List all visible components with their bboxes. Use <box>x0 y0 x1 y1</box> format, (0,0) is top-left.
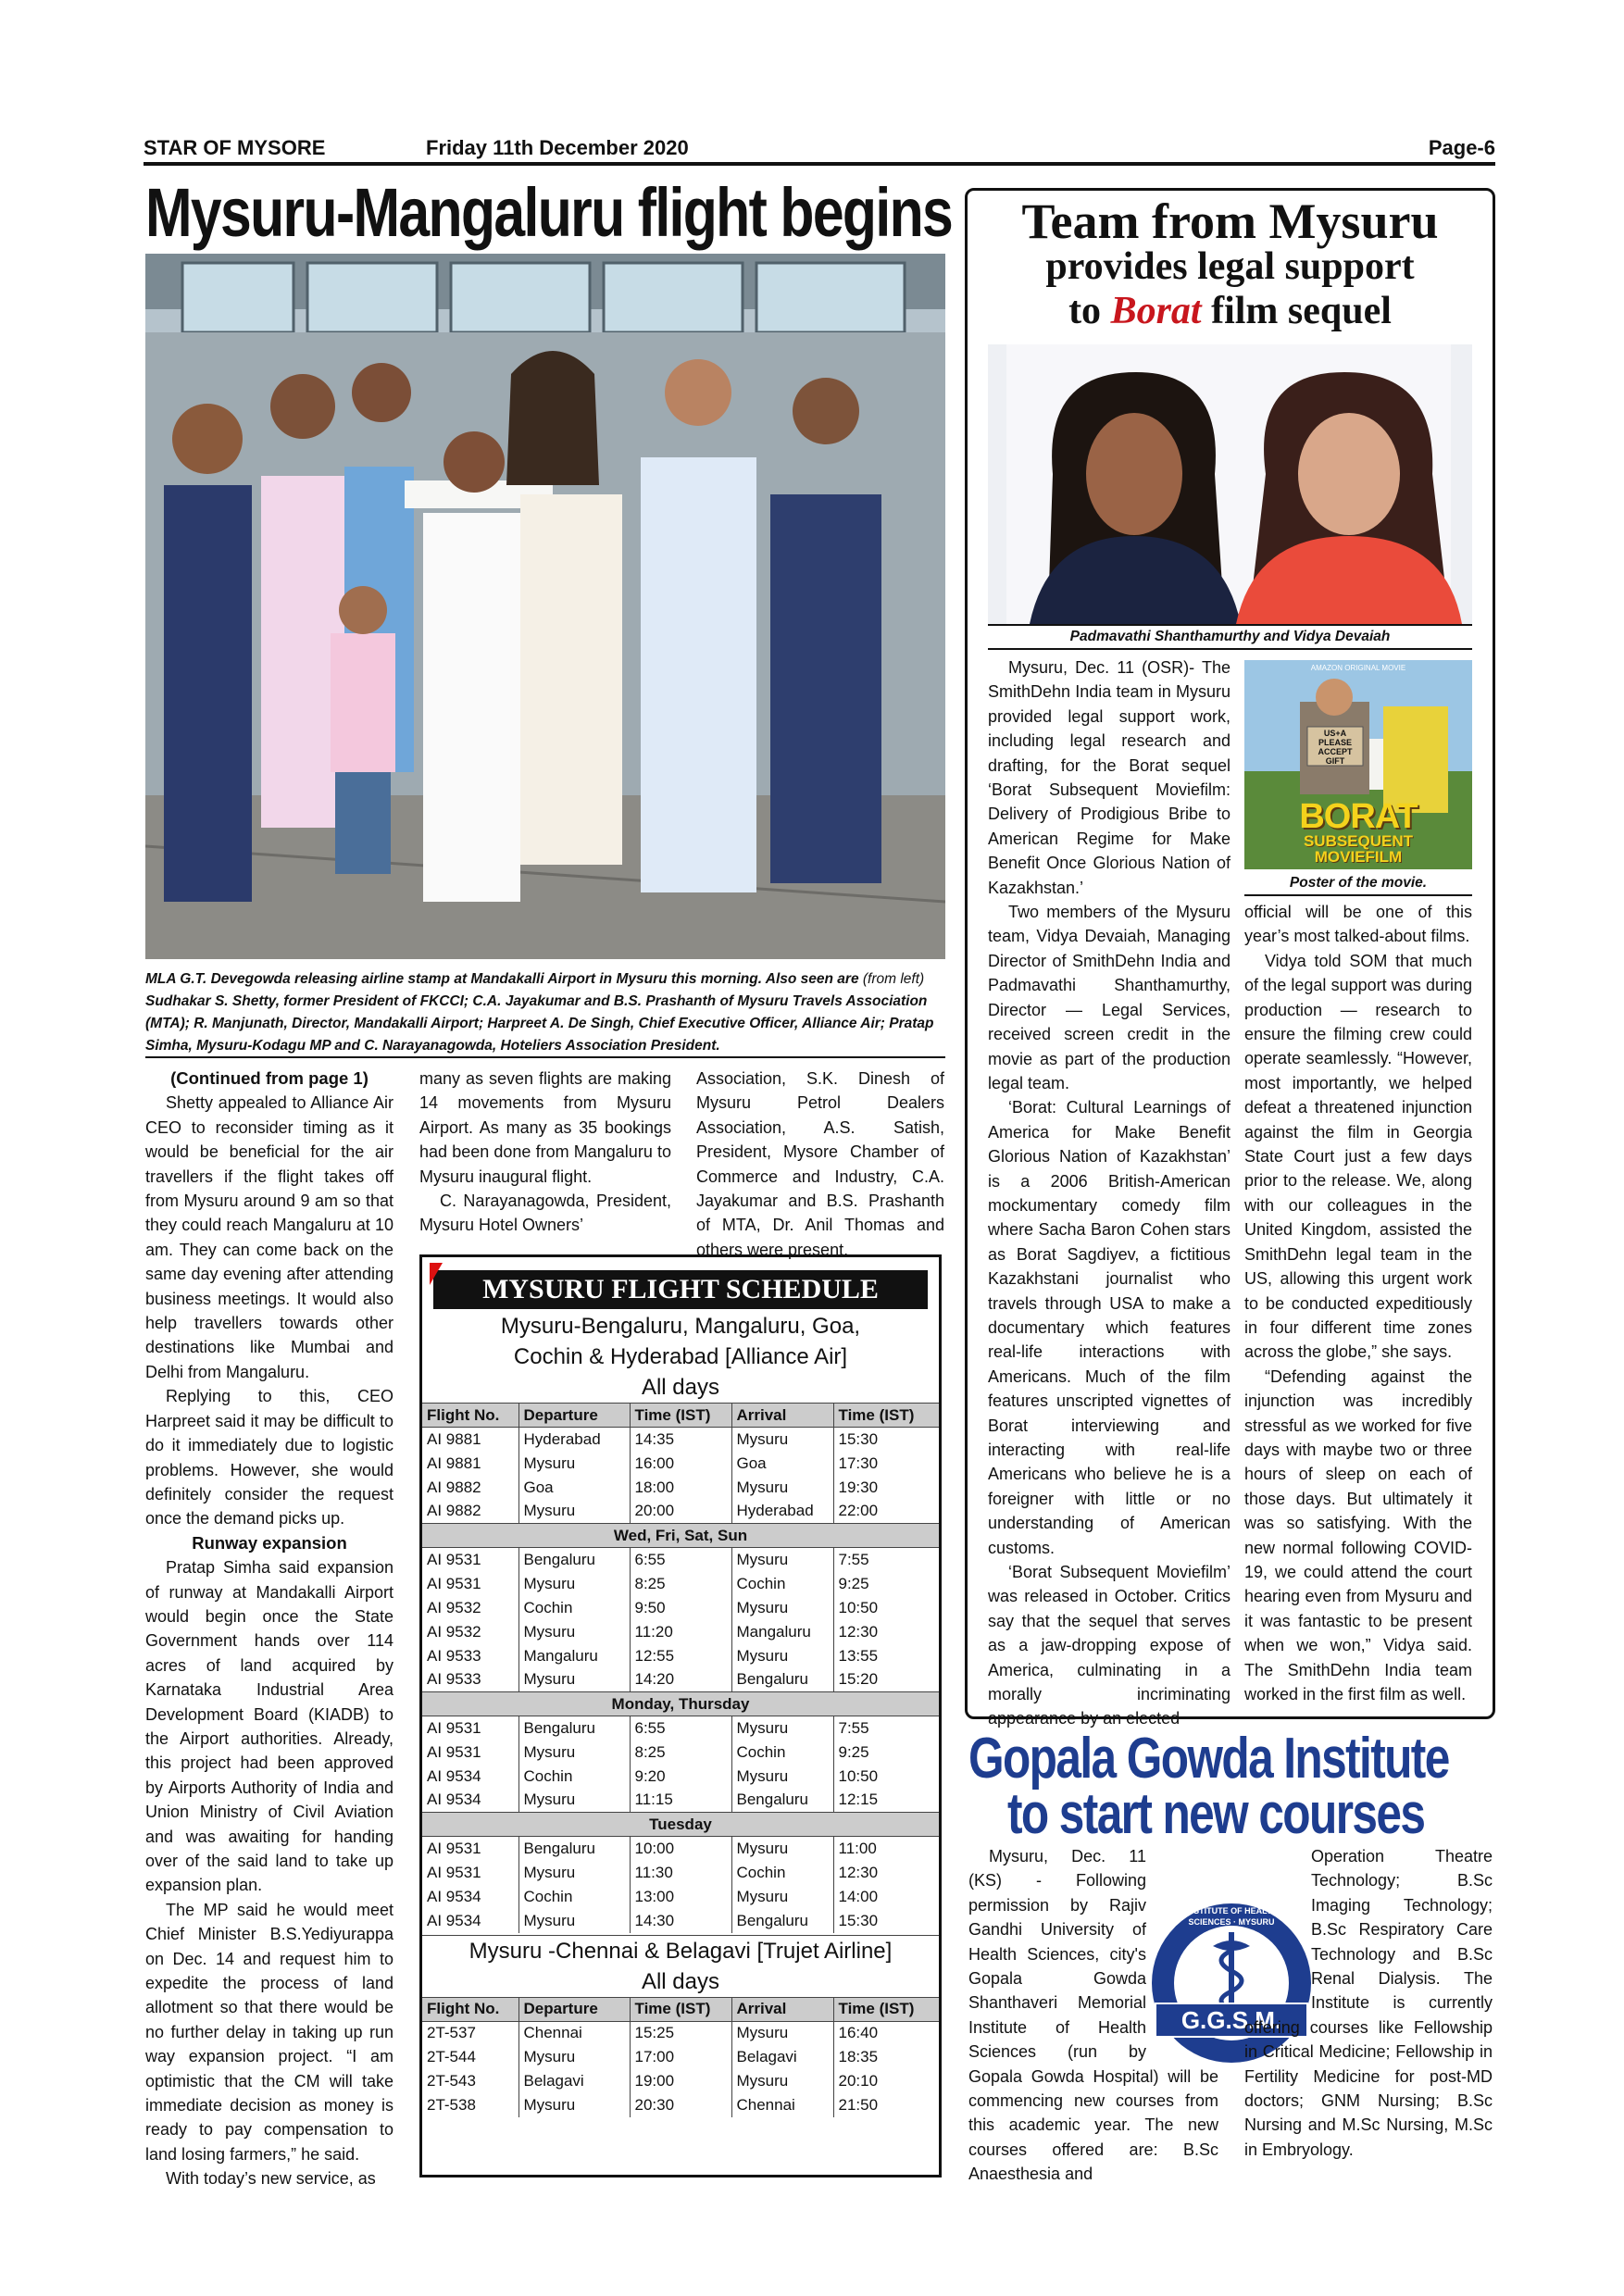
table-cell: Mysuru <box>518 1741 630 1765</box>
table-cell: Mysuru <box>731 2021 833 2045</box>
trujet-rows <box>422 2021 939 2117</box>
table1-title-line2: Cochin & Hyderabad [Alliance Air] <box>513 1344 848 1369</box>
day-band-row <box>422 1692 939 1716</box>
table-cell: 2T-537 <box>427 2024 476 2042</box>
column-header: Time (IST) <box>630 1404 731 1428</box>
column-header: Time (IST) <box>630 1997 731 2021</box>
borat-story-column-2 <box>1244 900 1472 1706</box>
table-cell: 14:30 <box>630 1909 731 1933</box>
column-header: Flight No. <box>422 1404 518 1428</box>
caption-rule <box>988 648 1472 650</box>
table-cell: 11:20 <box>630 1620 731 1644</box>
table-cell: Cochin <box>731 1572 833 1596</box>
column-header: Time (IST) <box>833 1997 939 2021</box>
column-header: Flight No. <box>422 1997 518 2021</box>
story-paragraph: official will be one of this year’s most talked-about films. <box>1244 903 1472 946</box>
table-row <box>422 1428 939 1452</box>
table-row <box>422 1596 939 1620</box>
alliance-air-table <box>422 1403 939 1933</box>
table-cell: Mysuru <box>731 1716 833 1741</box>
trujet-table <box>422 1997 939 2118</box>
poster-subtitle-1: SUBSEQUENT <box>1303 832 1414 850</box>
table-row <box>422 1765 939 1789</box>
table-cell: 6:55 <box>630 1716 731 1741</box>
column-header: Arrival <box>731 1997 833 2021</box>
logo-wrap-space <box>1237 1868 1304 2007</box>
table-cell: Bengaluru <box>518 1548 630 1572</box>
table-cell: AI 9531 <box>427 1550 481 1568</box>
story-paragraph: Operation Theatre Technology; B.Sc Imaging Technology; B.Sc Respiratory Care Technology and B.Sc Renal Dialysis. The Institute is currently offering courses like Fellowship in Critical Medicine; Fellowship in Fertility Medicine for post-MD doctors; GNM Nursing; B.Sc Nursing and M.Sc Nursing, M.Sc in Embryology. <box>1244 1847 1493 2159</box>
table-row <box>422 1861 939 1885</box>
flight-photo-caption <box>145 968 945 1057</box>
table-cell: 6:55 <box>630 1548 731 1572</box>
table-cell: 21:50 <box>833 2093 939 2117</box>
column-header: Departure <box>518 1997 630 2021</box>
headline-word: film sequel <box>1211 290 1392 332</box>
table-cell: 10:00 <box>630 1837 731 1861</box>
logo-band-text: G.G.S.M. <box>1181 2006 1282 2034</box>
story-paragraph: ‘Borat Subsequent Moviefilm’ was released in October. Critics say that the sequel that serves as a jaw-dropping expose of America, culminating in a morally incriminating appearance by an elected <box>988 1563 1230 1728</box>
table-cell: Mysuru <box>518 1500 630 1524</box>
airport-ceremony-photo <box>145 254 945 959</box>
table-cell: Mangaluru <box>731 1620 833 1644</box>
schedule-banner: MYSURU FLIGHT SCHEDULE <box>433 1270 928 1309</box>
table-cell: 11:15 <box>630 1789 731 1813</box>
table-row <box>422 1885 939 1909</box>
table-cell: 2T-543 <box>427 2072 476 2090</box>
poster-sign-text: US+A PLEASE ACCEPT GIFT <box>1318 729 1353 766</box>
borat-headline-2: provides legal support <box>1045 245 1415 288</box>
table-cell: Cochin <box>731 1861 833 1885</box>
institute-story-column-2 <box>1244 1844 1493 2162</box>
story-paragraph: C. Narayanagowda, President, Mysuru Hotel Owners’ <box>419 1192 671 1235</box>
poster-caption: Poster of the movie. <box>1244 872 1472 896</box>
table-cell: Mysuru <box>731 1765 833 1789</box>
column-header: Arrival <box>731 1404 833 1428</box>
table-cell: Belagavi <box>518 2069 630 2093</box>
table1-title-line1: Mysuru-Bengaluru, Mangaluru, Goa, <box>500 1314 861 1339</box>
table-cell: 20:30 <box>630 2093 731 2117</box>
table-cell: Goa <box>518 1476 630 1500</box>
headline-word: to <box>1068 290 1102 332</box>
table-cell: AI 9534 <box>427 1887 481 1905</box>
table-cell: 17:30 <box>833 1452 939 1476</box>
table-cell: 11:30 <box>630 1861 731 1885</box>
table-cell: 2T-538 <box>427 2096 476 2114</box>
table-row <box>422 1500 939 1524</box>
table-cell: Hyderabad <box>731 1500 833 1524</box>
table2-title-line2: All days <box>641 1968 720 1994</box>
day-band-label: Wed, Fri, Sat, Sun <box>422 1524 939 1548</box>
table-cell: Mysuru <box>731 1428 833 1452</box>
story-paragraph: The MP said he would meet Chief Minister B.S.Yediyurappa on Dec. 14 and request him to expedite the process of land allotment so that there would be no further delay in taking up run way expansion project. “I am optimistic that the CM will take immediate decision as money is ready to pay compensation to land losing farmers,” he said. <box>145 1900 394 2164</box>
table-cell: 9:50 <box>630 1596 731 1620</box>
table-cell: Belagavi <box>731 2045 833 2069</box>
institute-headline-2: to start new courses <box>1007 1782 1425 1846</box>
table-cell: 19:30 <box>833 1476 939 1500</box>
table-cell: 15:20 <box>833 1668 939 1692</box>
table-cell: Bengaluru <box>518 1837 630 1861</box>
day-band-label: Monday, Thursday <box>422 1692 939 1716</box>
continued-label: (Continued from page 1) <box>170 1068 369 1088</box>
table-cell: AI 9882 <box>427 1502 481 1520</box>
table-row <box>422 1572 939 1596</box>
caption-rule <box>145 1056 945 1058</box>
table-cell: 8:25 <box>630 1572 731 1596</box>
table-cell: 12:30 <box>833 1861 939 1885</box>
table-cell: 14:00 <box>833 1885 939 1909</box>
table-cell: Bengaluru <box>731 1909 833 1933</box>
story-paragraph: Replying to this, CEO Harpreet said it may be difficult to do it immediately due to logistic problems. However, she would definitely consider the request once the demand picks up. <box>145 1387 394 1529</box>
table-cell: 15:25 <box>630 2021 731 2045</box>
flight-headline: Mysuru-Mangaluru flight begins <box>145 174 953 251</box>
table-cell: 12:55 <box>630 1644 731 1668</box>
flight-story-column-2 <box>419 1067 671 1238</box>
table-cell: Mangaluru <box>518 1644 630 1668</box>
table-cell: AI 9881 <box>427 1454 481 1472</box>
day-band-row <box>422 1813 939 1837</box>
table-cell: Mysuru <box>518 1861 630 1885</box>
table-row <box>422 1620 939 1644</box>
table-cell: Mysuru <box>518 2093 630 2117</box>
table-cell: Mysuru <box>518 1452 630 1476</box>
table-cell: Mysuru <box>518 1909 630 1933</box>
issue-date: Friday 11th December 2020 <box>426 136 689 159</box>
day-band-row <box>422 1524 939 1548</box>
story-paragraph: Shetty appealed to Alliance Air CEO to reconsider timing as it would be beneficial for the air travellers if the flight takes off from Mysuru around 9 am so that they could reach Mangaluru at 10 am. They can come back on the same day evening after attending business meetings. It would also help travellers towards other destinations like Mumbai and Delhi from Mangaluru. <box>145 1093 394 1381</box>
table-header-row <box>422 1997 939 2021</box>
table-row <box>422 2069 939 2093</box>
table-cell: 13:55 <box>833 1644 939 1668</box>
table-row <box>422 1837 939 1861</box>
table-cell: 14:35 <box>630 1428 731 1452</box>
table-row <box>422 2045 939 2069</box>
table-cell: Mysuru <box>731 1644 833 1668</box>
table-cell: Bengaluru <box>731 1789 833 1813</box>
table-cell: Mysuru <box>731 1476 833 1500</box>
table-cell: Mysuru <box>518 1789 630 1813</box>
table-row <box>422 1716 939 1741</box>
caption-lead: MLA G.T. Devegowda releasing airline stamp at Mandakalli Airport in Mysuru this morning. Also seen are <box>145 971 859 987</box>
table-cell: Chennai <box>731 2093 833 2117</box>
borat-poster <box>1244 660 1472 869</box>
table-cell: AI 9531 <box>427 1839 481 1857</box>
table-cell: AI 9534 <box>427 1911 481 1929</box>
table-cell: 8:25 <box>630 1741 731 1765</box>
table-header-row <box>422 1404 939 1428</box>
table-cell: 14:20 <box>630 1668 731 1692</box>
table-cell: Mysuru <box>731 2069 833 2093</box>
caption-from-left: (from left) <box>862 971 925 987</box>
table-cell: Bengaluru <box>518 1716 630 1741</box>
institute-headline-1: Gopala Gowda Institute <box>968 1727 1449 1791</box>
table-cell: 9:20 <box>630 1765 731 1789</box>
table-row <box>422 1548 939 1572</box>
borat-headline-3 <box>968 289 1493 333</box>
table-cell: 15:30 <box>833 1428 939 1452</box>
caption-names: Sudhakar S. Shetty, former President of FKCCI; C.A. Jayakumar and B.S. Prashanth of Mysuru Travels Association (MTA); R. Manjunath, Director, Mandakalli Airport; Harpreet A. De Singh, Chief Executive Officer, Alliance Air; Pratap Simha, Mysuru-Kodagu MP and C. Narayanagowda, Hoteliers Association President. <box>145 993 934 1054</box>
story-paragraph: Mysuru, Dec. 11 (OSR)- The SmithDehn India team in Mysuru provided legal support work, including legal research and drafting, for the Borat sequel ‘Borat Subsequent Moviefilm: Delivery of Prodigious Bribe to American Regime for Make Benefit Once Glorious Nation of Kazakhstan.’ <box>988 658 1230 897</box>
table-cell: Cochin <box>518 1596 630 1620</box>
table-cell: AI 9531 <box>427 1863 481 1881</box>
table-cell: AI 9533 <box>427 1646 481 1665</box>
table-cell: Chennai <box>518 2021 630 2045</box>
table1-title-line3: All days <box>641 1375 720 1400</box>
table-row <box>422 1741 939 1765</box>
table-cell: 10:50 <box>833 1765 939 1789</box>
table-cell: Mysuru <box>731 1837 833 1861</box>
legal-team-caption: Padmavathi Shanthamurthy and Vidya Devaiah <box>1069 629 1391 644</box>
photo-illustration <box>145 254 945 959</box>
table-cell: Mysuru <box>731 1596 833 1620</box>
table-cell: AI 9534 <box>427 1766 481 1785</box>
table-cell: 7:55 <box>833 1548 939 1572</box>
flight-story-column-1 <box>145 1067 394 2191</box>
table-cell: AI 9532 <box>427 1598 481 1616</box>
story-paragraph: ‘Borat: Cultural Learnings of America for Make Benefit Glorious Nation of Kazakhstan’ is a 2006 British-American mockumentary comedy film where Sacha Baron Cohen stars as Borat Sagdiyev, a fictitious Kazakhstani journalist who travels through USA to make a documentary which features real-life interactions with Americans. Much of the film features unscripted vignettes of Borat interviewing and interacting with real-life Americans who believe he is a foreigner with little or no understanding of American customs. <box>988 1098 1230 1557</box>
borat-story-column-1 <box>988 655 1230 1731</box>
table-row <box>422 1909 939 1933</box>
table-cell: 11:00 <box>833 1837 939 1861</box>
table-cell: Mysuru <box>518 1668 630 1692</box>
table-cell: Cochin <box>518 1885 630 1909</box>
table-row <box>422 2093 939 2117</box>
table-cell: 18:00 <box>630 1476 731 1500</box>
table-cell: 15:30 <box>833 1909 939 1933</box>
photo-illustration <box>988 344 1472 624</box>
runway-subhead: Runway expansion <box>192 1532 347 1553</box>
table-row <box>422 1476 939 1500</box>
table-cell: 9:25 <box>833 1572 939 1596</box>
logo-wrap-space <box>1154 1911 1226 2050</box>
table-cell: 22:00 <box>833 1500 939 1524</box>
alliance-air-rows <box>422 1428 939 1933</box>
table2-title-line1: Mysuru -Chennai & Belagavi [Trujet Airline] <box>422 1935 939 1966</box>
table-cell: Mysuru <box>731 1885 833 1909</box>
table-cell: 12:15 <box>833 1789 939 1813</box>
table-cell: 12:30 <box>833 1620 939 1644</box>
table-cell: 16:00 <box>630 1452 731 1476</box>
poster-title: BORAT <box>1299 797 1418 836</box>
table-cell: 9:25 <box>833 1741 939 1765</box>
story-paragraph: Association, S.K. Dinesh of Mysuru Petrol Dealers Association, A.S. Satish, President, Mysore Chamber of Commerce and Industry, C.A. Jayakumar and B.S. Prashanth of MTA, Dr. Anil Thomas and others were present. <box>696 1069 944 1259</box>
table-cell: AI 9882 <box>427 1478 481 1496</box>
borat-headline-1: Team from Mysuru <box>1021 193 1439 249</box>
table-cell: 7:55 <box>833 1716 939 1741</box>
column-header: Time (IST) <box>833 1404 939 1428</box>
red-corner-mark <box>430 1263 443 1285</box>
logo-ring-text: INSTITUTE OF HEALTH SCIENCES · MYSURU <box>1185 1906 1278 1927</box>
table-cell: 20:00 <box>630 1500 731 1524</box>
table-cell: 18:35 <box>833 2045 939 2069</box>
poster-subtitle-2: MOVIEFILM <box>1314 848 1403 866</box>
story-paragraph: Two members of the Mysuru team, Vidya Devaiah, Managing Director of SmithDehn India and Padmavathi Shanthamurthy, Director — Legal Services, received screen credit in the movie as part of the production legal team. <box>988 903 1230 1092</box>
table-cell: AI 9881 <box>427 1429 481 1448</box>
table-cell: Cochin <box>518 1765 630 1789</box>
table-cell: Mysuru <box>518 2045 630 2069</box>
column-header: Departure <box>518 1404 630 1428</box>
day-band-label: Tuesday <box>422 1813 939 1837</box>
poster-top-text: AMAZON ORIGINAL MOVIE <box>1310 664 1406 672</box>
story-paragraph: Pratap Simha said expansion of runway at Mandakalli Airport would begin once the State Government hands over 114 acres of land acquired by Karnataka Industrial Area Development Board (KIADB) to the Airport authorities. Already, this project had been approved by Airports Authority of India and Union Ministry of Civil Aviation and was awaiting for handing over of the said land to take up expansion plan. <box>145 1558 394 1895</box>
table-row <box>422 1789 939 1813</box>
table-cell: Bengaluru <box>731 1668 833 1692</box>
table-cell: AI 9531 <box>427 1574 481 1592</box>
table-row <box>422 1452 939 1476</box>
table-row <box>422 2021 939 2045</box>
story-paragraph: “Defending against the injunction was incredibly stressful as we worked for five days with maybe two or three hours of sleep on each of those days. But ultimately it was so satisfying. With the new normal following COVID-19, we could attend the court hearing even from Mysuru and it was fantastic to be present when we won,” Vidya said. The SmithDehn India team worked in the first film as well. <box>1244 1366 1472 1703</box>
table-cell: Mysuru <box>518 1572 630 1596</box>
table-cell: Hyderabad <box>518 1428 630 1452</box>
table-cell: Goa <box>731 1452 833 1476</box>
table-cell: 17:00 <box>630 2045 731 2069</box>
institute-story-column-1 <box>968 1844 1218 2187</box>
table-cell: AI 9532 <box>427 1622 481 1641</box>
table-cell: AI 9534 <box>427 1791 481 1809</box>
table-cell: 2T-544 <box>427 2048 476 2065</box>
page-header <box>144 134 1495 166</box>
table-cell: 13:00 <box>630 1885 731 1909</box>
table-row <box>422 1668 939 1692</box>
table-cell: 16:40 <box>833 2021 939 2045</box>
table-cell: Cochin <box>731 1741 833 1765</box>
story-paragraph: Vidya told SOM that much of the legal support was during production — research to ensure the filming crew could operate seamlessly. “However, most importantly, we helped defeat a threatened injunction against the film in Georgia State Court just a few days prior to the release. We, along with our colleagues in the United Kingdom, assisted the SmithDehn legal team in the US, allowing this urgent work to be conducted expeditiously in four different time zones across the globe,” she says. <box>1244 951 1472 1362</box>
table-cell: AI 9531 <box>427 1718 481 1737</box>
table-row <box>422 1644 939 1668</box>
headline-borat: Borat <box>1110 290 1202 332</box>
table-cell: AI 9533 <box>427 1670 481 1689</box>
story-paragraph: Mysuru, Dec. 11 (KS) - Following permission by Rajiv Gandhi University of Health Sciences, city's Gopala Gowda Shanthaveri Memorial Institute of Health Sciences (run by Gopala Gowda Hospital) will be commencing new courses from this academic year. The new courses offered are: B.Sc Anaesthesia and <box>968 1847 1218 2184</box>
legal-team-photo <box>988 344 1472 624</box>
table-cell: Mysuru <box>731 1548 833 1572</box>
story-paragraph: With today’s new service, as <box>166 2169 376 2189</box>
table-cell: AI 9531 <box>427 1742 481 1761</box>
table-cell: Mysuru <box>518 1620 630 1644</box>
table-cell: 19:00 <box>630 2069 731 2093</box>
paper-name: STAR OF MYSORE <box>144 136 326 159</box>
page-number: Page-6 <box>1428 136 1495 159</box>
flight-story-column-3 <box>696 1067 944 1262</box>
table-cell: 10:50 <box>833 1596 939 1620</box>
story-paragraph: many as seven flights are making 14 movements from Mysuru Airport. As many as 35 bookings had been done from Mangaluru to Mysuru inaugural flight. <box>419 1069 671 1186</box>
table-cell: 20:10 <box>833 2069 939 2093</box>
flight-schedule-box <box>419 1254 942 2177</box>
